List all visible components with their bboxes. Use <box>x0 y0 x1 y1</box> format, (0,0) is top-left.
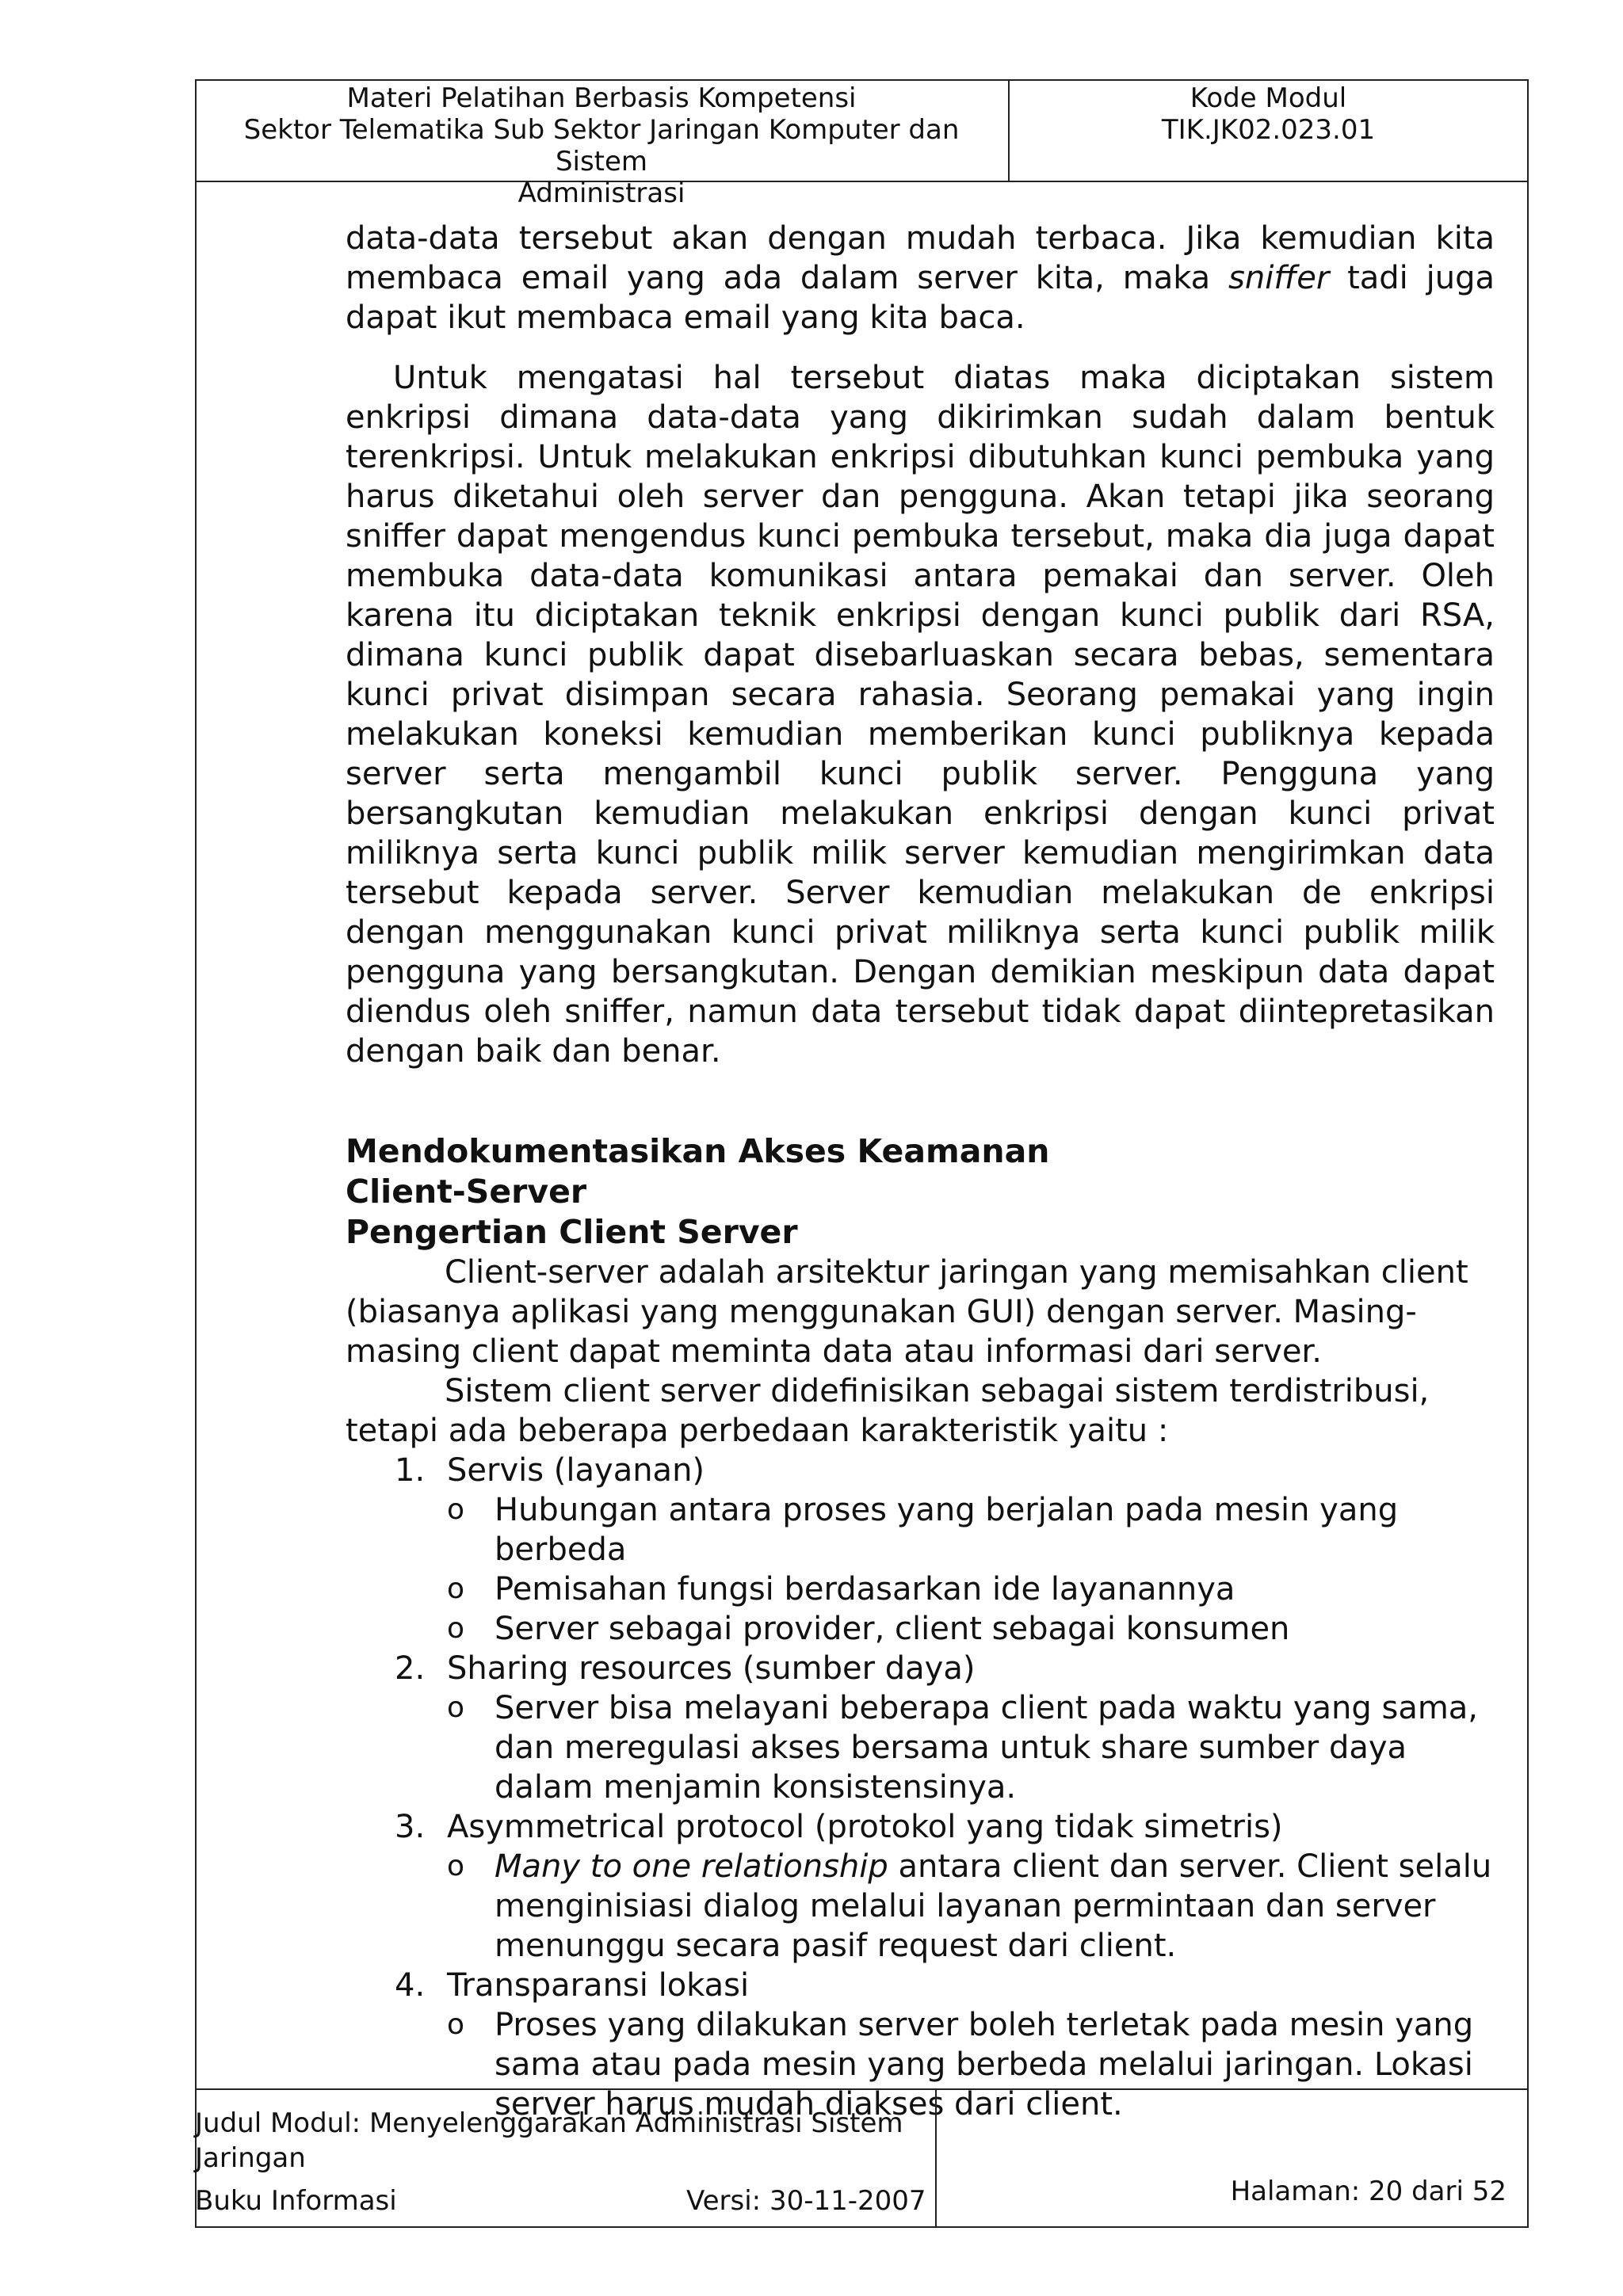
paragraph-1-text: data-data tersebut akan dengan mudah terbaca. Jika kemudian kita membaca email yang ada dalam server kita, maka <box>346 220 1495 296</box>
bullet-icon: o <box>447 1850 465 1882</box>
bullet-icon: o <box>447 1612 465 1645</box>
footer-left-cell <box>195 2090 937 2228</box>
module-title: Judul Modul: Menyelenggarakan Administrasi Sistem Jaringan <box>195 2107 903 2174</box>
version: Versi: 30-11-2007 <box>686 2185 926 2217</box>
list-item <box>346 1451 1495 1490</box>
module-code-label: Kode Modul <box>1190 82 1347 114</box>
sublist-item-text: Hubungan antara proses yang berjalan pada mesin yang berbeda <box>495 1492 1399 1568</box>
page-footer <box>195 2088 1529 2228</box>
list-number: 2. <box>395 1650 426 1687</box>
list-item-label: Sharing resources (sumber daya) <box>447 1650 976 1687</box>
paragraph-1 <box>346 219 1495 338</box>
sublist-item-text: Pemisahan fungsi berdasarkan ide layanannya <box>495 1571 1235 1608</box>
sublist-item-italic: Many to one relationship <box>495 1848 888 1885</box>
header-left-cell <box>195 79 1010 209</box>
sublist-item-text: antara client dan server. Client selalu menginisiasi dialog melalui layanan permintaan dan server menunggu secara pasif request dari client. <box>495 1848 1492 1964</box>
list-number: 1. <box>395 1452 426 1489</box>
page-number: Halaman: 20 dari 52 <box>1230 2176 1507 2207</box>
sublist-item-text: Proses yang dilakukan server boleh terletak pada mesin yang sama atau pada mesin yang berbeda melalui jaringan. Lokasi server harus mudah diakses dari client. <box>495 2007 1474 2122</box>
list-item-label: Transparansi lokasi <box>447 1967 750 2004</box>
list-item-label: Servis (layanan) <box>447 1452 705 1489</box>
sublist <box>346 1490 1495 1649</box>
list-item <box>346 1966 1495 2005</box>
bullet-icon: o <box>447 1493 465 1526</box>
section-heading: Mendokumentasikan Akses Keamanan <box>346 1132 1050 1170</box>
sublist <box>346 1688 1495 1807</box>
sublist-item <box>346 1569 1495 1609</box>
page-header <box>195 79 1529 209</box>
subsection-heading: Pengertian Client Server <box>346 1213 798 1251</box>
characteristics-list <box>346 1649 1495 1688</box>
characteristics-list <box>346 1807 1495 1847</box>
paragraph-3: Client-server adalah arsitektur jaringan yang memisahkan client (biasanya aplikasi yang menggunakan GUI) dengan server. Masing-masing client dapat meminta data atau informasi dari server. <box>346 1254 1468 1370</box>
header-left-line: Materi Pelatihan Berbasis Kompetensi <box>346 82 857 114</box>
module-code-value: TIK.JK02.023.01 <box>1161 114 1376 146</box>
bullet-icon: o <box>447 2008 465 2041</box>
bullet-icon: o <box>447 1573 465 1605</box>
list-item <box>346 1807 1495 1847</box>
sublist <box>346 1847 1495 1966</box>
sublist-item <box>346 1609 1495 1649</box>
paragraph-1-italic: sniffer <box>1228 260 1330 296</box>
sublist-item-text: Server bisa melayani beberapa client pada waktu yang sama, dan meregulasi akses bersama untuk share sumber daya dalam menjamin konsistensinya. <box>495 1690 1479 1806</box>
list-number: 4. <box>395 1967 426 2004</box>
characteristics-list <box>346 1966 1495 2005</box>
sublist-item <box>346 1688 1495 1807</box>
bullet-icon: o <box>447 1691 465 1724</box>
page-content <box>346 219 1495 2124</box>
sublist-item <box>346 1847 1495 1966</box>
header-left-line: Administrasi <box>517 177 685 209</box>
book-type: Buku Informasi <box>195 2185 397 2217</box>
paragraph-1-text-end: tadi juga dapat ikut membaca email yang kita baca. <box>346 260 1495 336</box>
sublist-item-text: Server sebagai provider, client sebagai konsumen <box>495 1611 1290 1647</box>
sublist-item <box>346 1490 1495 1569</box>
header-left-line: Sektor Telematika Sub Sektor Jaringan Komputer dan Sistem <box>243 114 960 177</box>
characteristics-list <box>346 1451 1495 1490</box>
list-item <box>346 1649 1495 1688</box>
paragraph-4: Sistem client server didefinisikan sebagai sistem terdistribusi, tetapi ada beberapa perbedaan karakteristik yaitu : <box>346 1373 1430 1449</box>
paragraph-2: Untuk mengatasi hal tersebut diatas maka diciptakan sistem enkripsi dimana data-data yang dikirimkan sudah dalam bentuk terenkripsi. Untuk melakukan enkripsi dibutuhkan kunci pembuka yang harus diketahui oleh server dan pengguna. Akan tetapi jika seorang sniffer dapat mengendus kunci pembuka tersebut, maka dia juga dapat membuka data-data komunikasi antara pemakai dan server. Oleh karena itu diciptakan teknik enkripsi dengan kunci publik dari RSA, dimana kunci publik dapat disebarluaskan secara bebas, sementara kunci privat disimpan secara rahasia. Seorang pemakai yang ingin melakukan koneksi kemudian memberikan kunci publiknya kepada server serta mengambil kunci publik server. Pengguna yang bersangkutan kemudian melakukan enkripsi dengan kunci privat miliknya serta kunci publik milik server kemudian mengirimkan data tersebut kepada server. Server kemudian melakukan de enkripsi dengan menggunakan kunci privat miliknya serta kunci publik milik pengguna yang bersangkutan. Dengan demikian meskipun data dapat diendus oleh sniffer, namun data tersebut tidak dapat diintepretasikan dengan baik dan benar. <box>346 360 1495 1070</box>
header-right-cell <box>1010 79 1527 181</box>
list-number: 3. <box>395 1809 426 1845</box>
list-item-label: Asymmetrical protocol (protokol yang tidak simetris) <box>447 1809 1283 1845</box>
section-subheading: Client-Server <box>346 1173 587 1211</box>
